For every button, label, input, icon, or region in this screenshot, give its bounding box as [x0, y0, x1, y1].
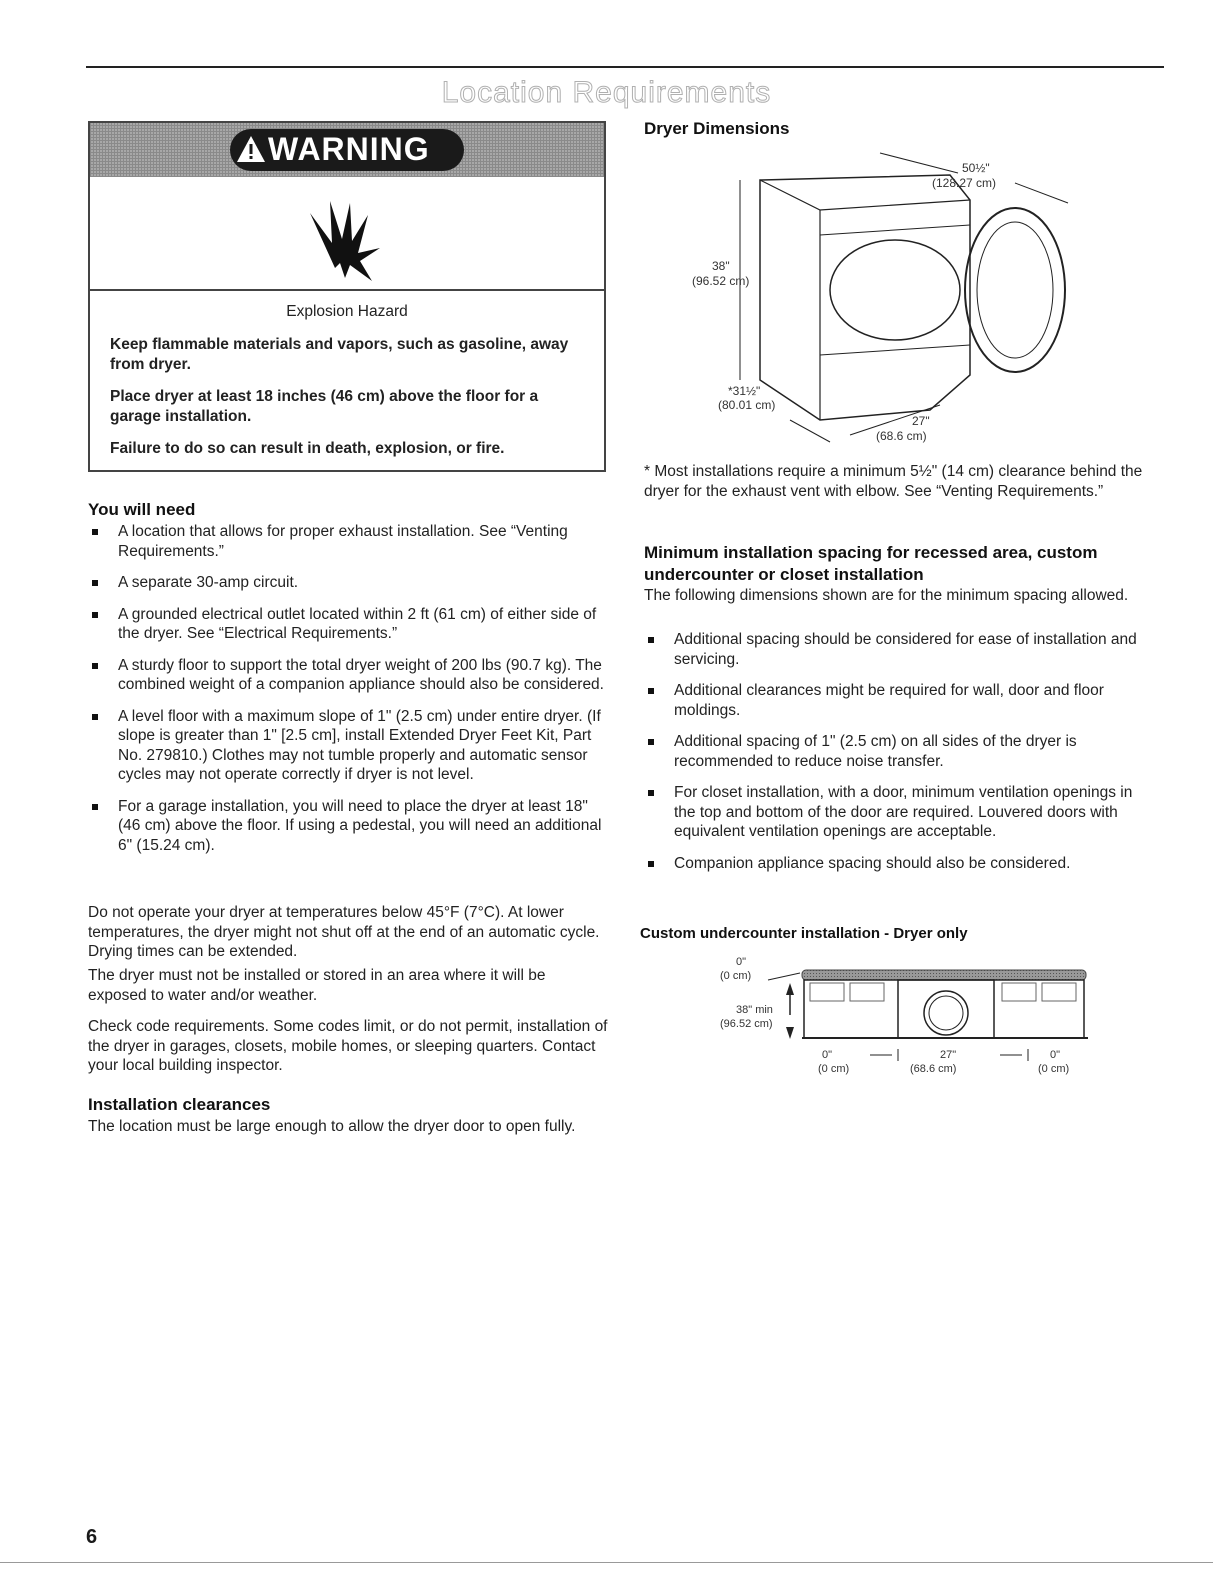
hazard-text-2: Place dryer at least 18 inches (46 cm) above the floor for a garage installation.	[110, 388, 539, 425]
right-clearance-label: 0"	[1050, 1049, 1061, 1061]
width-cm-label: (68.6 cm)	[876, 429, 927, 443]
depth-cm-label: (80.01 cm)	[718, 398, 776, 412]
temperature-paragraph: Do not operate your dryer at temperatures below 45°F (7°C). At lower temperatures, the dryer might not shut off at the end of an automatic cycle. Drying times can be extended.	[88, 904, 600, 960]
right-clearance-cm-label: (0 cm)	[1038, 1063, 1070, 1075]
code-paragraph: Check code requirements. Some codes limit, or do not permit, installation of the dryer in garages, closets, mobile homes, or sleeping quarters. Contact your local building inspector.	[88, 1018, 608, 1074]
width-label: 27"	[940, 1049, 957, 1061]
minimum-spacing-intro: The following dimensions shown are for the minimum spacing allowed.	[644, 587, 1129, 604]
height-min-label: 38" min	[736, 1004, 773, 1016]
warning-label-pill	[230, 129, 464, 171]
dimensions-note: * Most installations require a minimum 5½" (14 cm) clearance behind the dryer for the exhaust vent with elbow. See “Venting Requirements.”	[644, 463, 1143, 500]
list-item: Companion appliance spacing should also be considered.	[644, 854, 1154, 874]
hazard-text-1: Keep flammable materials and vapors, such as gasoline, away from dryer.	[110, 336, 569, 373]
height-min-cm-label: (96.52 cm)	[720, 1018, 773, 1030]
list-item: A grounded electrical outlet located within 2 ft (61 cm) of either side of the dryer. See “Electrical Requirements.”	[88, 605, 608, 644]
weather-paragraph: The dryer must not be installed or stored in an area where it will be exposed to water and/or weather.	[88, 967, 546, 1004]
width-label: 27"	[912, 414, 930, 428]
depth-label: *31½"	[728, 384, 761, 398]
warning-label: WARNING	[268, 131, 430, 167]
list-item: Additional spacing should be considered for ease of installation and servicing.	[644, 630, 1154, 669]
dryer-dimensions-diagram	[690, 145, 1090, 450]
you-will-need-heading: You will need	[88, 500, 196, 519]
minimum-spacing-list	[644, 630, 1154, 885]
height-cm-label: (96.52 cm)	[692, 274, 750, 288]
depth-open-cm-label: (128.27 cm)	[932, 176, 997, 190]
list-item: For closet installation, with a door, minimum ventilation openings in the top and bottom of the door are required. Louvered doors with equivalent ventilation openings are acceptable.	[644, 783, 1154, 842]
height-label: 38"	[712, 259, 730, 273]
list-item: A location that allows for proper exhaust installation. See “Venting Requirements.”	[88, 522, 608, 561]
hazard-title: Explosion Hazard	[286, 303, 408, 320]
top-clearance-label: 0"	[736, 956, 747, 968]
warning-header	[90, 123, 604, 177]
page-title: Location Requirements	[441, 76, 772, 109]
undercounter-heading: Custom undercounter installation - Dryer only	[640, 925, 968, 942]
width-cm-label: (68.6 cm)	[910, 1063, 957, 1075]
dryer-dimensions-heading: Dryer Dimensions	[644, 119, 790, 138]
list-item: Additional clearances might be required for wall, door and floor moldings.	[644, 681, 1154, 720]
undercounter-diagram	[690, 955, 1090, 1050]
list-item: A level floor with a maximum slope of 1" (2.5 cm) under entire dryer. (If slope is greater than 1" [2.5 cm], install Extended Dryer Feet Kit, Part No. 279810.) Clothes may not tumble properly and automatic sensor cycles may not operate correctly if dryer is not level.	[88, 707, 608, 785]
installation-clearances-heading: Installation clearances	[88, 1095, 271, 1114]
left-clearance-label: 0"	[822, 1049, 833, 1061]
page-number: 6	[86, 1526, 98, 1548]
hazard-text-3: Failure to do so can result in death, explosion, or fire.	[110, 440, 505, 457]
warning-triangle-icon	[236, 134, 266, 164]
top-clearance-cm-label: (0 cm)	[720, 970, 752, 982]
you-will-need-list	[88, 522, 608, 867]
undercounter-width-dimensions	[800, 1045, 1100, 1080]
depth-open-label: 50½"	[962, 161, 990, 175]
minimum-spacing-heading: Minimum installation spacing for recessed area, custom undercounter or closet installation	[644, 543, 1098, 584]
installation-clearances-text: The location must be large enough to allow the dryer door to open fully.	[88, 1118, 576, 1135]
list-item: Additional spacing of 1" (2.5 cm) on all sides of the dryer is recommended to reduce noise transfer.	[644, 732, 1154, 771]
list-item: For a garage installation, you will need to place the dryer at least 18" (46 cm) above the floor. If using a pedestal, you will need an additional 6" (15.24 cm).	[88, 797, 608, 856]
warning-divider	[90, 289, 604, 291]
left-clearance-cm-label: (0 cm)	[818, 1063, 850, 1075]
top-rule	[86, 66, 1164, 68]
explosion-icon	[290, 193, 400, 283]
list-item: A sturdy floor to support the total dryer weight of 200 lbs (90.7 kg). The combined weight of a companion appliance should also be considered.	[88, 656, 608, 695]
warning-box	[88, 121, 606, 472]
list-item: A separate 30-amp circuit.	[88, 573, 608, 593]
bottom-rule	[0, 1562, 1213, 1563]
